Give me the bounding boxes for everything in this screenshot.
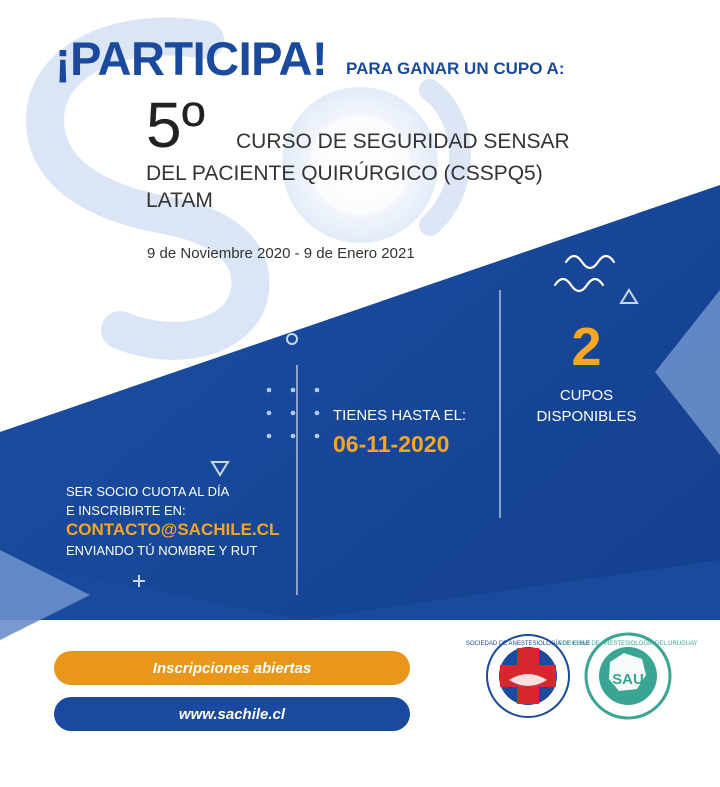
deadline-label: TIENES HASTA EL: [333,407,467,424]
cupos-label-line2: DISPONIBLES [536,408,637,425]
headline-subtitle: PARA GANAR UN CUPO A: [346,59,565,78]
course-title-line1: CURSO DE SEGURIDAD SENSAR [236,130,570,153]
cupos-count: 2 [571,317,602,377]
sach-ring-text: SOCIEDAD DE ANESTESIOLOGÍA DE CHILE [465,641,591,647]
contact-email-link[interactable]: CONTACTO@SACHILE.CL [66,520,280,539]
course-edition: 5º [146,89,205,161]
course-title-line2: DEL PACIENTE QUIRÚRGICO (CSSPQ5) [146,162,543,185]
deadline-value: 06-11-2020 [333,431,450,457]
condition-line2: E INSCRIBIRTE EN: [66,503,186,518]
headline: ¡PARTICIPA! [55,32,328,85]
condition-line1: SER SOCIO CUOTA AL DÍA [66,484,230,499]
course-title-line3: LATAM [146,189,213,212]
sau-label: SAU [612,671,644,688]
cupos-label-line1: CUPOS [559,387,614,404]
course-dates: 9 de Noviembre 2020 - 9 de Enero 2021 [147,245,415,262]
sau-ring-text: SOCIEDAD DE ANESTESIOLOGÍA DEL URUGUAY [558,641,698,647]
condition-line3: ENVIANDO TÚ NOMBRE Y RUT [66,543,258,558]
website-button[interactable]: www.sachile.cl [54,697,410,731]
inscripciones-button[interactable]: Inscripciones abiertas [54,651,410,685]
